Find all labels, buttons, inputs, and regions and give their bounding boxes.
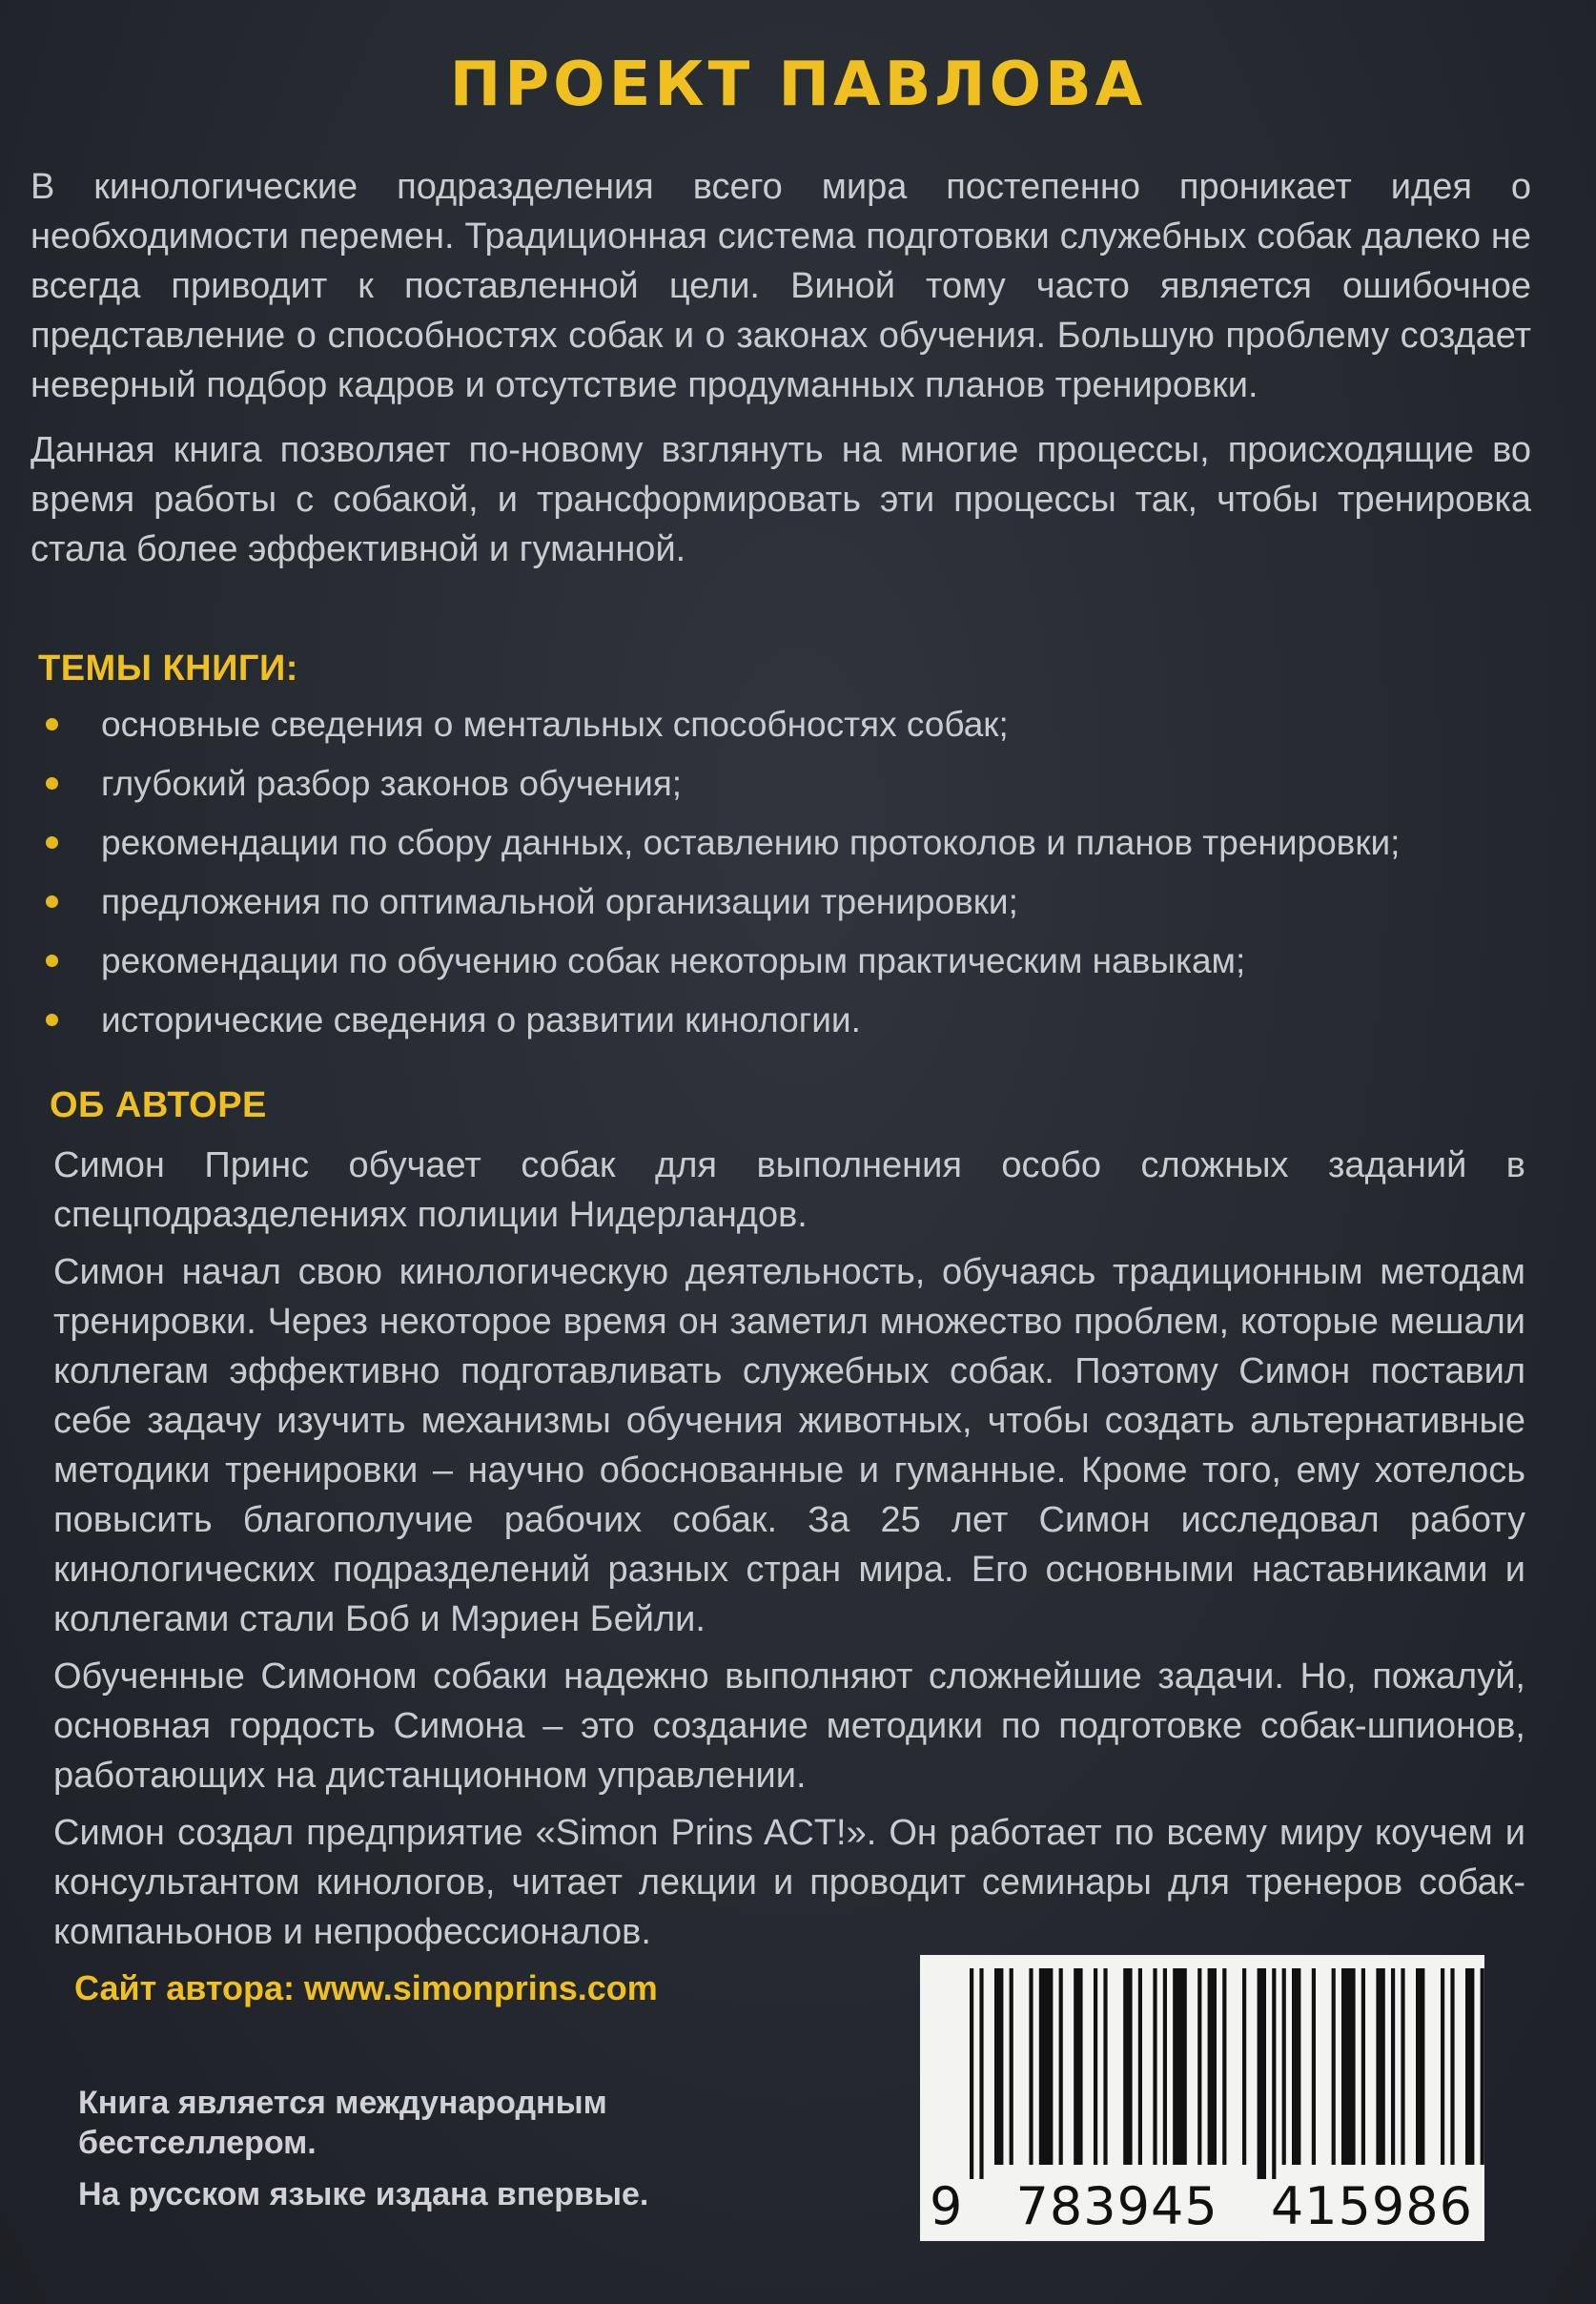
barcode-bar [1094, 1968, 1097, 2165]
barcode-bar [979, 1968, 983, 2179]
intro-text [31, 162, 1531, 574]
author-paragraph: Симон начал свою кинологическую деятельность, обучаясь традиционным методам тренировки. Через некоторое время он заметил множество проблем, которые мешали коллегам эффективно подготавливать служебных собак. Поэтому Симон поставил себе задачу изучить механизмы обучения животных, чтобы создать альтернативные методики тренировки – научно обоснованные и гуманные. Кроме того, ему хотелось повысить благополучие рабочих собак. За 25 лет Симон исследовал работу кинологических подразделений разных стран мира. Его основными наставниками и коллегами стали Боб и Мэриен Бейли. [53, 1252, 1525, 1639]
barcode-bar [1312, 1968, 1316, 2165]
barcode-bar [1391, 1968, 1395, 2165]
barcode-bar [1416, 1968, 1424, 2165]
intro-paragraph: В кинологические подразделения всего мира постепенно проникает идея о необходимости перемен. Традиционная система подготовки служебных собак далеко не всегда приводит к поставленной цели. Виной тому часто является ошибочное представление о способностях собак и о законах обучения. Большую проблему создает неверный подбор кадров и отсутствие продуманных планов тренировки. [31, 167, 1531, 405]
barcode-bar [1361, 1968, 1365, 2165]
isbn-group-left: 783945 [1015, 2176, 1218, 2236]
topic-item [38, 763, 1545, 822]
isbn-group-right: 415986 [1270, 2176, 1473, 2236]
topic-text: исторические сведения о развитии кинологии. [101, 1000, 861, 1039]
author-paragraph: Симон Принс обучает собак для выполнения особо сложных заданий в спецподразделениях полиции Нидерландов. [53, 1145, 1525, 1235]
barcode-bar [1441, 1968, 1444, 2165]
barcode-bar [1481, 1968, 1484, 2165]
barcode-bar [1059, 1968, 1063, 2165]
barcode-bar [1401, 1968, 1404, 2165]
barcode-bar [1450, 1968, 1454, 2165]
barcode-bars [920, 1955, 1484, 2179]
barcode-bar [1341, 1968, 1356, 2165]
author-paragraph: Симон создал предприятие «Simon Prins ACT!». Он работает по всему миру коучем и консультантом кинологов, читает лекции и проводит семинары для тренеров собак-компаньонов и непрофессионалов. [53, 1813, 1525, 1952]
barcode-bar [970, 1968, 973, 2179]
barcode-bar [1173, 1968, 1187, 2165]
bestseller-line: Книга является международным [78, 2085, 607, 2121]
barcode-bar [1465, 1968, 1474, 2165]
barcode-bar [1222, 1968, 1226, 2165]
barcode-bar [1039, 1968, 1054, 2165]
topic-item [38, 940, 1545, 999]
topic-text: предложения по оптимальной организации тренировки; [101, 882, 1018, 921]
barcode-bar [1242, 1968, 1246, 2165]
author-website: Сайт автора: www.simonprins.com [74, 1968, 658, 2007]
bestseller-note [78, 2083, 648, 2214]
book-title: ПРОЕКТ ПАВЛОВА [449, 50, 1147, 120]
bullet-icon [46, 1014, 58, 1026]
isbn-number [930, 2176, 1473, 2236]
barcode-bar [1208, 1968, 1217, 2165]
topic-text: основные сведения о ментальных способностях собак; [101, 705, 1009, 744]
bullet-icon [46, 718, 58, 730]
topic-item [38, 704, 1545, 763]
barcode-bar [1138, 1968, 1142, 2165]
topic-text: рекомендации по обучению собак некоторым практическим навыкам; [101, 941, 1246, 980]
bullet-icon [46, 955, 58, 967]
bullet-icon [46, 777, 58, 790]
first-edition-line: На русском языке издана впервые. [78, 2176, 649, 2212]
topic-item [38, 822, 1545, 881]
barcode-bar [1123, 1968, 1132, 2165]
barcode-bar [1376, 1968, 1384, 2165]
author-paragraph: Обученные Симоном собаки надежно выполняют сложнейшие задачи. Но, пожалуй, основная гордость Симона – это создание методики по подготовке собак-шпионов, работающих на дистанционном управлении. [53, 1656, 1525, 1796]
author-bio [53, 1141, 1525, 1957]
barcode-bar [994, 1968, 1003, 2165]
topics-heading: ТЕМЫ КНИГИ: [38, 648, 298, 689]
topic-item [38, 999, 1545, 1059]
barcode-bar [1332, 1968, 1336, 2165]
intro-paragraph: Данная книга позволяет по-новому взглянуть на многие процессы, происходящие во время работы с собакой, и трансформировать эти процессы так, чтобы тренировка стала более эффективной и гуманной. [31, 430, 1531, 569]
barcode-bar [1074, 1968, 1082, 2165]
topics-list [38, 704, 1545, 1059]
topic-text: рекомендации по сбору данных, оставлению протоколов и планов тренировки; [101, 823, 1401, 862]
barcode-bar [1197, 1968, 1201, 2165]
bestseller-line: бестселлером. [78, 2125, 317, 2161]
barcode-bar [1282, 1968, 1286, 2165]
isbn-prefix: 9 [930, 2176, 964, 2236]
barcode-bar [1103, 1968, 1107, 2165]
barcode-bar [1272, 1968, 1276, 2179]
barcode-bar [1258, 1968, 1266, 2179]
bullet-icon [46, 895, 58, 908]
author-heading: ОБ АВТОРЕ [50, 1085, 267, 1125]
barcode-bar [1153, 1968, 1156, 2165]
topic-item [38, 881, 1545, 940]
topic-text: глубокий разбор законов обучения; [101, 764, 683, 803]
isbn-barcode [920, 1955, 1484, 2241]
bullet-icon [46, 836, 58, 849]
barcode-bar [1292, 1968, 1300, 2165]
barcode-bar [1163, 1968, 1167, 2165]
barcode-bar [1010, 1968, 1013, 2165]
barcode-bar [1029, 1968, 1033, 2165]
